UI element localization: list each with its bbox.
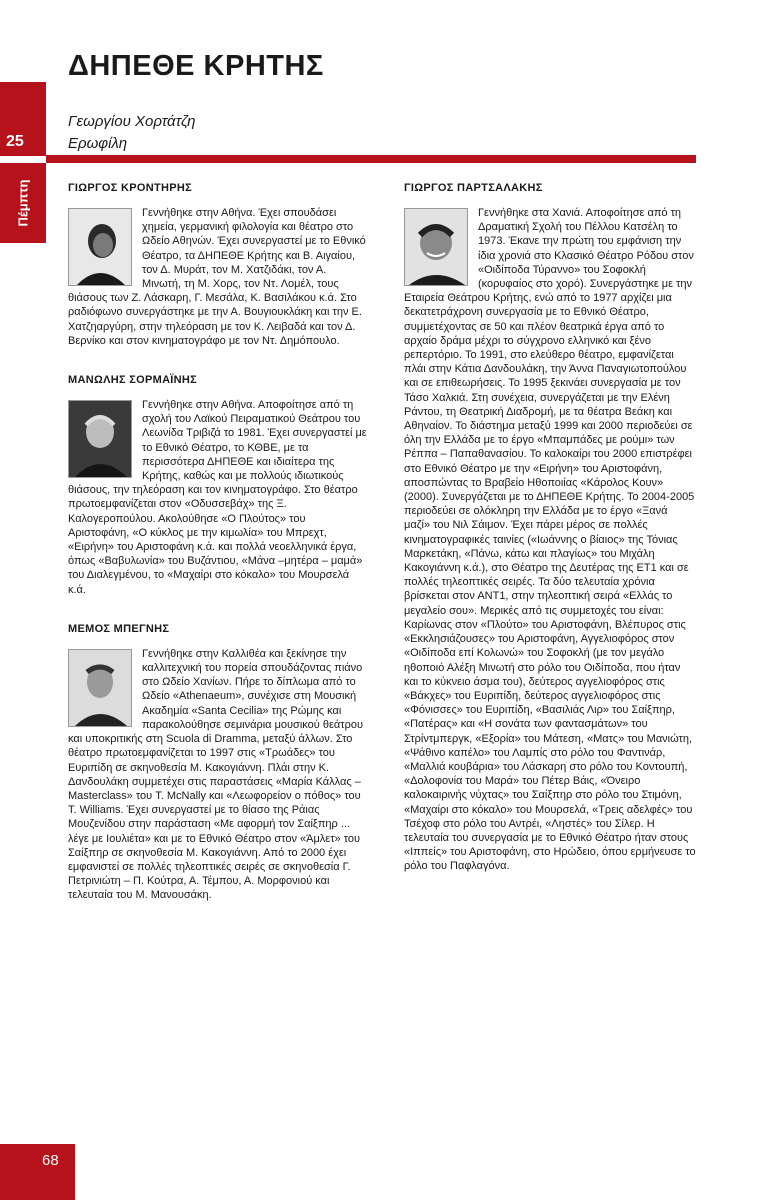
bio-text: Γεννήθηκε στην Αθήνα. Έχει σπουδάσει χημεία, γερμανική φιλολογία και θέατρο στο Ωδείο Αθηνών. Έχει συνεργαστεί με το Εθνικό Θέατρο, τα ΔΗΠΕΘΕ Κρήτης και Β. Αιγαίου, τον Δ. Μυράτ, τον Μ. Χατζιδάκι, τον Α. Μινωτή, τη Μ. Χορς, τον Ντ. Λομέλ, τους θιάσους των Ζ. Λάσκαρη, Γ. Μεσάλα, Κ. Βασιλάκου κ.ά. Στο ραδιόφωνο συνεργάστηκε με την Α. Βουγιουκλάκη και την Ε. Χατζηαργύρη, στην τηλεόραση με τον Κ. Λειβαδά και τον Δ. Βερνίκο και στον κινηματογράφο με τον Ντ. Δημόπουλο.	[68, 207, 366, 347]
page-number: 68	[42, 1152, 59, 1169]
header-rule	[46, 155, 696, 163]
day-label: Πέμπτη	[15, 179, 31, 227]
actor-photo	[404, 208, 468, 286]
bio-name: ΜΕΜΟΣ ΜΠΕΓΝΗΣ	[68, 622, 170, 635]
right-column	[404, 182, 696, 900]
bio-text: Γεννήθηκε στα Χανιά. Αποφοίτησε από τη Δραματική Σχολή του Πέλλου Κατσέλη το 1973. Έκανε την πρώτη του εμφάνιση την ίδια χρονιά στο Κλασικό Θέατρο Ρόδου στον «Οιδίποδα Τύραννο» του Σοφοκλή (κορυφαίος στο χορό). Συνεργάστηκε με την Εταιρεία Θεάτρου Κρήτης, ενώ από το 1977 αρχίζει μια δεκατετράχρονη συνεργασία με το Εθνικό Θέατρο, συμμετέχοντας σε 50 και πλέον θεατρικά έργα από το αρχαίο δράμα μέχρι το σύγχρονο ελληνικό και ξένο ρεπερτόριο. Το 1991, στο ελεύθερο θέατρο, εμφανίζεται πλάι στην Κάτια Δανδουλάκη, την Άννα Παναγιωτοπούλου και σε επιθεωρήσεις. Το 1995 ξεκινάει συνεργασία με τον Τάσο Χαλκιά. Στη συνέχεια, συνεργάζεται με την Ελένη Ράντου, τη Θεατρική Διαδρομή, με τα θέατρα Βεάκη και Αθηναίον. Το διάστημα μεταξύ 1999 και 2000 περιοδεύει σε όλη την Ελλάδα με το έργο «Μπαμπάδες με ρούμι» των Ρέππα – Παπαθανασίου. Το καλοκαίρι του 2000 επιστρέφει στο Εθνικό Θέατρο με την «Ειρήνη» του Αριστοφάνη, αποσπώντας το Βραβείο Ηθοποιίας «Κάρολος Κουν» (2000). Συνεργάζεται με το ΔΗΠΕΘΕ Κρήτης. Το 2004-2005 περιοδεύει σε ολόκληρη την Ελλάδα με το έργο «Ξανά μαζί» του Νιλ Σάιμον. Έχει πάρει μέρος σε πολλές κινηματογραφικές ταινίες («Ιωάννης ο βίαιος» της Τόνιας Μαρκετάκη, «Πάνω, κάτω και πλαγίως» του Μιχάλη Κακογιάννη κ.ά.), στο Θέατρο της Δευτέρας της ΕΤ1 και σε πολλές τηλεοπτικές σειρές. Τα δύο τελευταία χρόνια βρίσκεται στον ΑΝΤ1, στην τηλεοπτική σειρά «Ελλάς το μεγαλείο σου». Μερικές από τις συμμετοχές του είναι: Καρίωνας στον «Πλούτο» του Αριστοφάνη, Βλέπυρος στις «Εκκλησιάζουσες» του Αριστοφάνη, Αγγελιοφόρος στον «Οιδίποδα επί Κολωνώ» του Σοφοκλή (με τον μεγάλο ηθοποιό Αλέξη Μινωτή στο ρόλο του Οιδίποδα, που ήταν και το κύκνειο άσμα του), δεύτερος αγγελιοφόρος στις «Βάκχες» του Ευριπίδη, δεύτερος αγγελιοφόρος στις «Φόνισσες» του Ευριπίδη, «Βασιλιάς Λιρ» του Σαίξπηρ, «Πατέρας» και «Η σονάτα των φαντασμάτων» του Στρίντμπεργκ, «Εξορία» του Μάτεση, «Ματς» του Μανιώτη, «Ψάθινο καπέλο» του Λαμπίς στο ρόλο του Φαντινάρ, «Μαλλιά κουβάρια» του Λάσκαρη στο ρόλο του Κοντουπή, «Δολοφονία του Μαρά» του Πέτερ Βάις, «Όνειρο καλοκαιρινής νύχτας» του Σαίξπηρ στο ρόλο του Στιμόνη, «Μαχαίρι στο κόκαλο» του Μουρσελά, «Τρεις αδελφές» του Τσέχοφ στο ρόλο του Αντρέι, «Ληστές» του Σίλερ. Η τελευταία του συνεργασία με το Εθνικό Θέατρο ήταν στους «Ιππείς» του Αριστοφάνη, στο Ηρώδειο, όπου ερμήνευσε το ρόλο του Παφλαγόνα.	[404, 207, 696, 873]
bio-text: Γεννήθηκε στην Καλλιθέα και ξεκίνησε την καλλιτεχνική του πορεία σπουδάζοντας πιάνο στο Ωδείο Χανίων. Πήρε το δίπλωμα από το Ωδείο «Athenaeum», συνέχισε στη Μουσική Ακαδημία «Santa Cecilia» της Ρώμης και παρακολούθησε σεμινάρια μουσικού θεάτρου και υποκριτικής στη Scuola di Dramma, μεταξύ άλλων. Στο θέατρο πρωτοεμφανίζεται το 1997 στις «Τρωάδες» του Ευριπίδη σε σκηνοθεσία Μ. Κακογιάννη. Πλάι στην Κ. Δανδουλάκη συμμετέχει στις παραστάσεις «Μαρία Κάλλας – Masterclass» του T. McNally και «Λεωφορείον ο πόθος» του T. Williams. Έχει συνεργαστεί με το θίασο της Ράιας Μουζενίδου στην παράσταση «Με αφορμή τον Σαίξπηρ ... λέγε με Ιουλιέτα» και με το Εθνικό Θέατρο στον «Άμλετ» του Σαίξπηρ σε σκηνοθεσία Μ. Κακογιάννη. Από το 2000 έχει εμφανιστεί σε πολλές τηλεοπτικές σειρές σε σκηνοθεσία Γ. Πετρινιώτη – Π. Κούτρα, Α. Τέμπου, Α. Μορφονιού και τελευταία του Μ. Μανουσάκη.	[68, 647, 363, 902]
bio-name: ΓΙΩΡΓΟΣ ΠΑΡΤΣΑΛΑΚΗΣ	[404, 182, 543, 194]
bio-name: ΜΑΝΩΛΗΣ ΣΟΡΜΑΪΝΗΣ	[68, 374, 198, 387]
actor-photo	[68, 649, 132, 727]
bio-partsalakis	[404, 182, 696, 874]
actor-photo	[68, 208, 132, 286]
actor-photo	[68, 400, 132, 478]
bio-sormainis	[68, 374, 368, 597]
day-number: 25	[6, 133, 24, 150]
left-column	[68, 182, 368, 929]
play-title: Ερωφίλη	[68, 135, 128, 152]
page-footer	[0, 1144, 75, 1200]
bio-text: Γεννήθηκε στην Αθήνα. Αποφοίτησε από τη σχολή του Λαϊκού Πειραματικού Θεάτρου του Λεωνίδα Τριβιζά το 1981. Έχει συνεργαστεί με το Εθνικό Θέατρο, το ΚΘΒΕ, με τα περισσότερα ΔΗΠΕΘΕ και ιδιαίτερα της Κρήτης, καθώς και με πολλούς ιδιωτικούς θιάσους, την τηλεόραση και τον κινηματογράφο. Στο θέατρο πρωτοεμφανίζεται στον «Οδυσσεβάχ» της Ξ. Καλογεροπούλου. Ακολούθησε «Ο Πλούτος» του Αριστοφάνη, «Ο κύκλος με την κιμωλία» του Μπρεχτ, «Ειρήνη» του Αριστοφάνη κ.ά. και πολλά νεοελληνικά έργα, όπως «Βαβυλωνία» του Βυζάντιου, «Μάνα –μητέρα – μαμά» του Διαλεγμένου, το «Μαχαίρι στο κόκαλο» του Μουρσελά κ.ά.	[68, 399, 367, 596]
play-author: Γεωργίου Χορτάτζη	[68, 113, 196, 130]
bio-name: ΓΙΩΡΓΟΣ ΚΡΟΝΤΗΡΗΣ	[68, 182, 193, 194]
bio-krontiris	[68, 182, 368, 348]
bio-begnis	[68, 623, 368, 903]
page-title: ΔΗΠΕΘΕ ΚΡΗΤΗΣ	[68, 50, 324, 82]
